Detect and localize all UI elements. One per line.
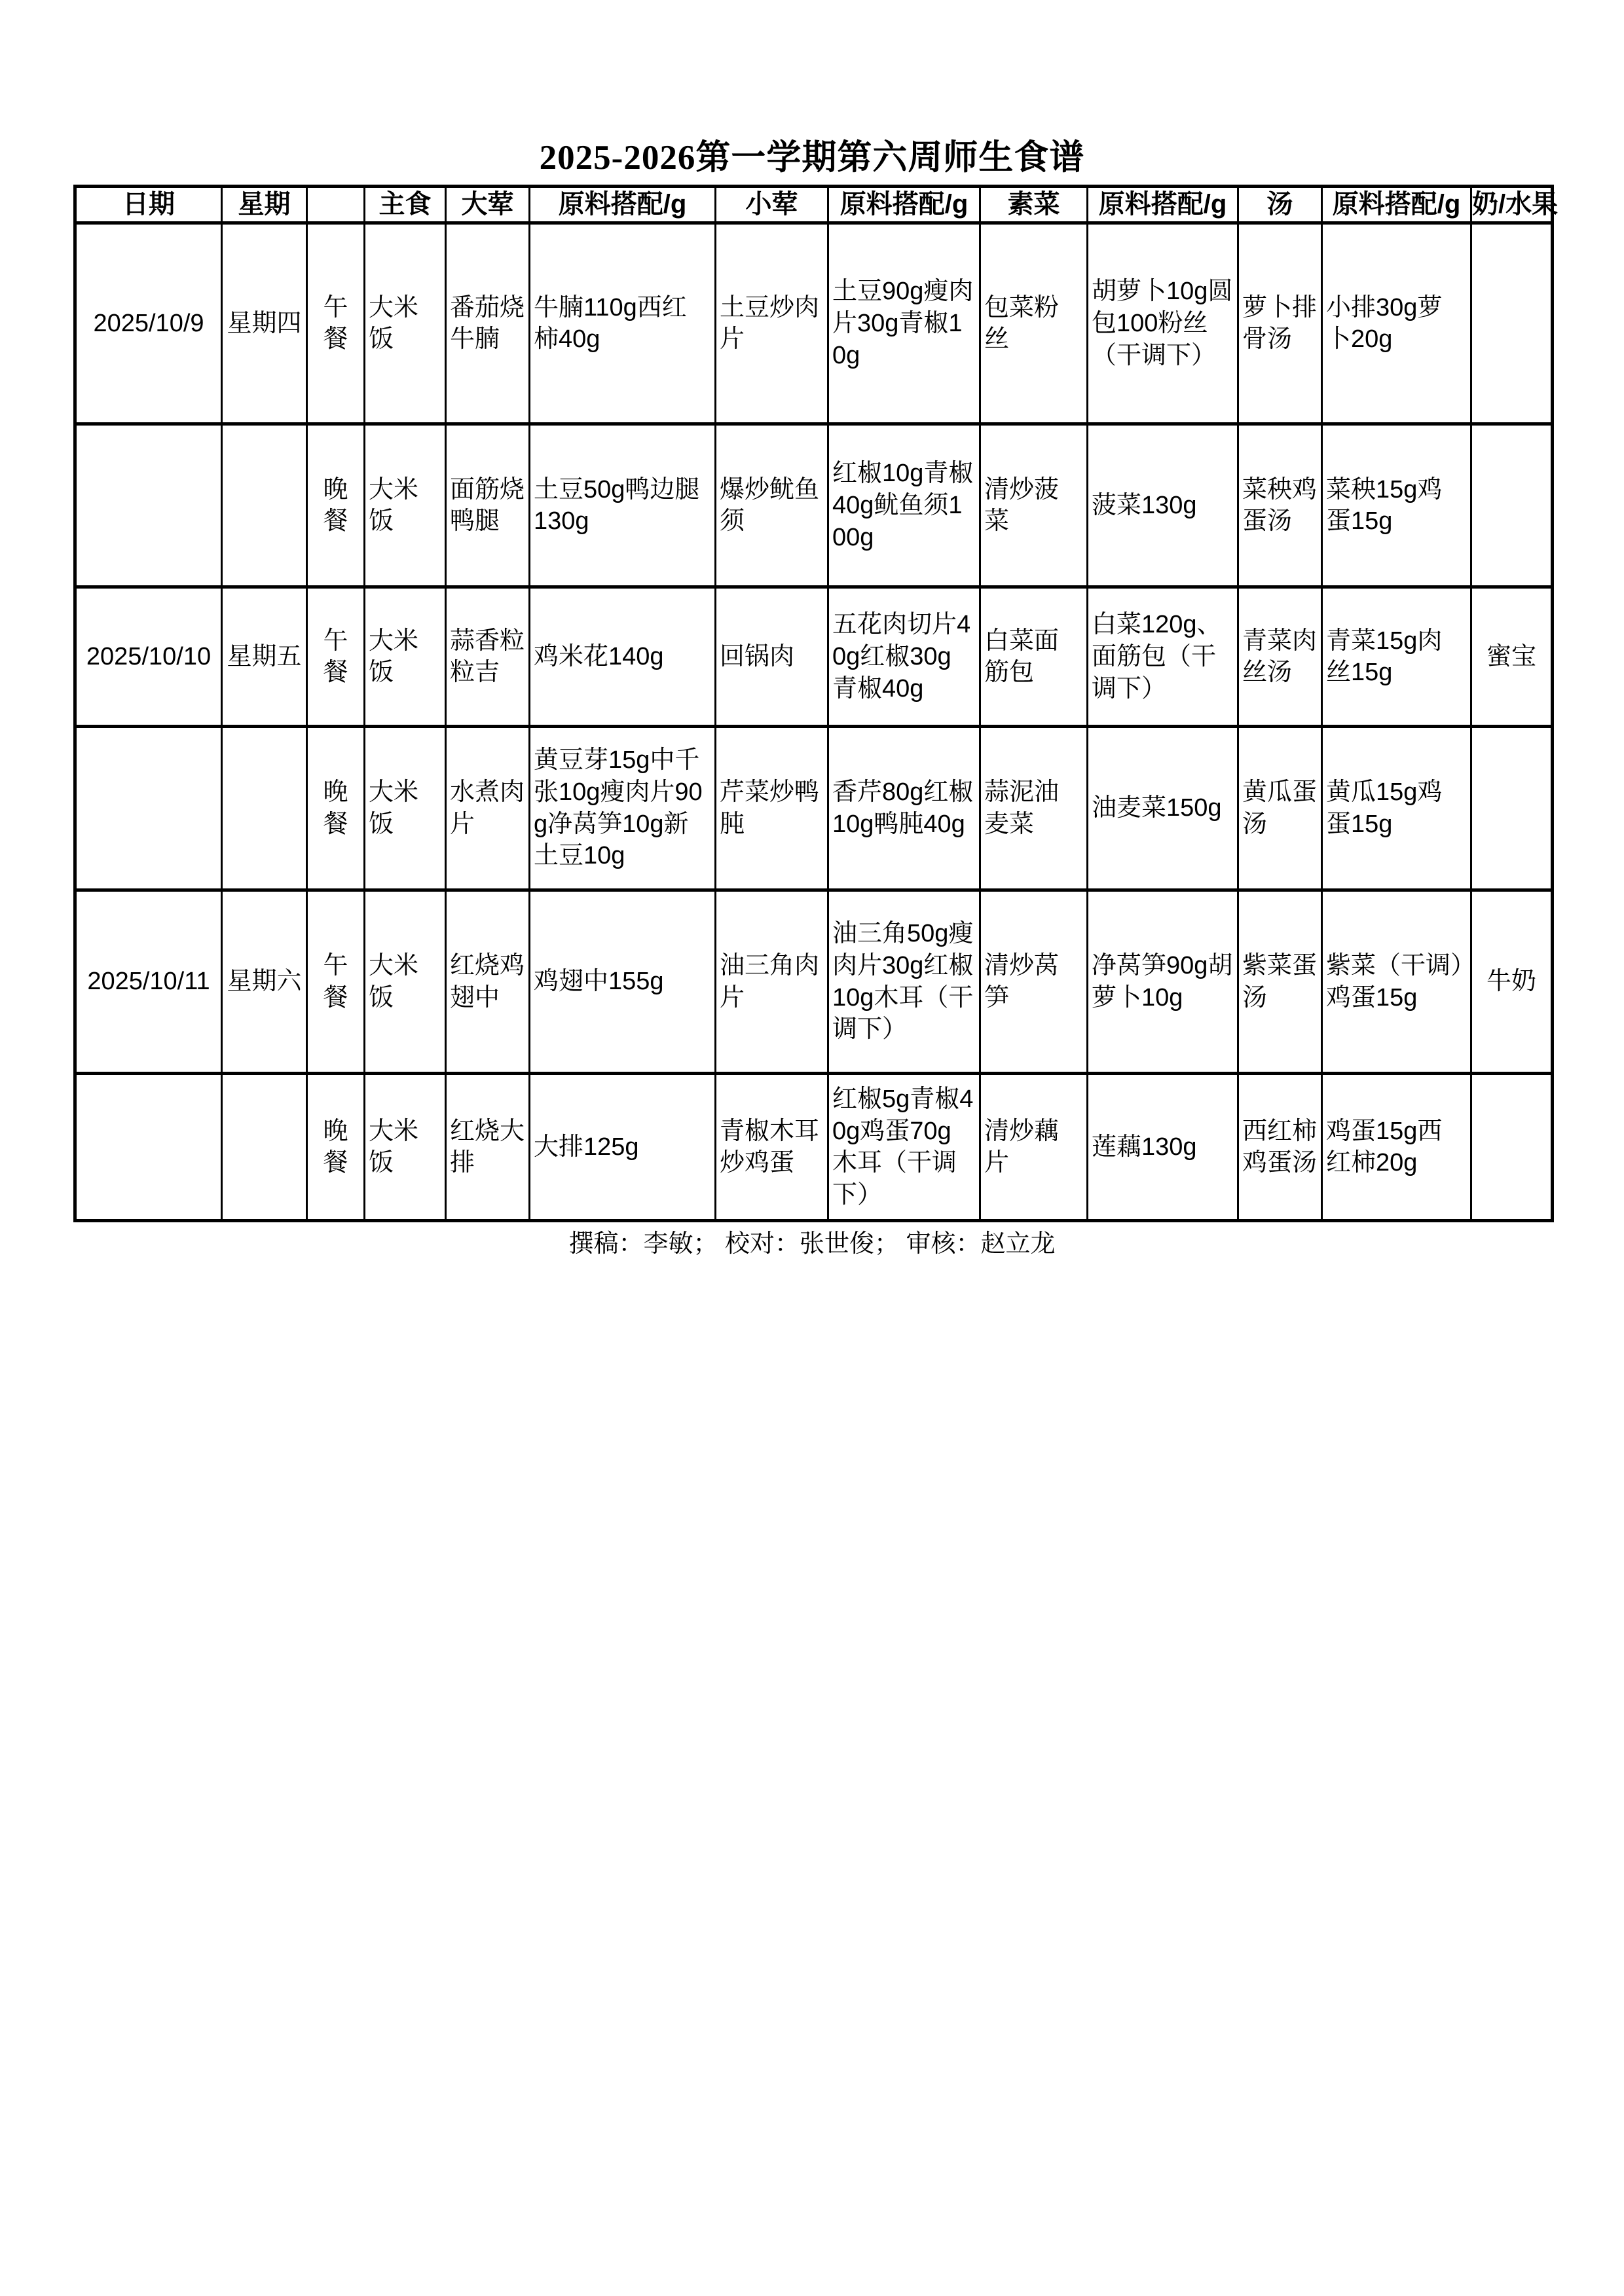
cell: 星期五 — [222, 587, 307, 727]
cell: 菜秧鸡蛋汤 — [1238, 424, 1322, 587]
cell: 回锅肉 — [716, 587, 828, 727]
cell: 水煮肉片 — [446, 727, 530, 890]
cell — [1471, 223, 1553, 424]
cell: 西红柿鸡蛋汤 — [1238, 1074, 1322, 1221]
cell — [222, 1074, 307, 1221]
table-row — [75, 1074, 1553, 1221]
cell: 晚餐 — [307, 727, 365, 890]
cell: 牛奶 — [1471, 890, 1553, 1074]
cell: 萝卜排骨汤 — [1238, 223, 1322, 424]
cell — [222, 727, 307, 890]
cell: 爆炒鱿鱼须 — [716, 424, 828, 587]
cell: 清炒藕片 — [980, 1074, 1088, 1221]
header-row — [75, 187, 1553, 223]
cell — [75, 727, 222, 890]
cell: 清炒菠菜 — [980, 424, 1088, 587]
cell: 油三角50g瘦肉片30g红椒10g木耳（干调下） — [828, 890, 980, 1074]
table-row — [75, 424, 1553, 587]
cell: 青菜15g肉丝15g — [1322, 587, 1471, 727]
cell: 晚餐 — [307, 1074, 365, 1221]
menu-table — [73, 185, 1559, 1222]
cell: 鸡米花140g — [530, 587, 716, 727]
page-title: 2025-2026第一学期第六周师生食谱 — [539, 139, 1085, 177]
cell: 油三角肉片 — [716, 890, 828, 1074]
header-cell: 日期 — [75, 187, 222, 223]
cell: 芹菜炒鸭肫 — [716, 727, 828, 890]
header-cell — [307, 187, 365, 223]
cell: 包菜粉丝 — [980, 223, 1088, 424]
cell: 菜秧15g鸡蛋15g — [1322, 424, 1471, 587]
cell: 午餐 — [307, 890, 365, 1074]
cell: 大米饭 — [365, 587, 446, 727]
cell — [1471, 727, 1553, 890]
cell — [75, 424, 222, 587]
cell: 午餐 — [307, 223, 365, 424]
cell: 2025/10/9 — [75, 223, 222, 424]
cell — [75, 1074, 222, 1221]
cell — [222, 424, 307, 587]
cell: 红椒10g青椒40g鱿鱼须100g — [828, 424, 980, 587]
cell: 红烧大排 — [446, 1074, 530, 1221]
cell: 牛腩110g西红柿40g — [530, 223, 716, 424]
cell — [1471, 1074, 1553, 1221]
cell: 菠菜130g — [1088, 424, 1238, 587]
cell: 鸡翅中155g — [530, 890, 716, 1074]
cell: 蒜香粒粒吉 — [446, 587, 530, 727]
cell: 净莴笋90g胡萝卜10g — [1088, 890, 1238, 1074]
cell: 青椒木耳炒鸡蛋 — [716, 1074, 828, 1221]
cell: 莲藕130g — [1088, 1074, 1238, 1221]
header-cell: 星期 — [222, 187, 307, 223]
cell: 晚餐 — [307, 424, 365, 587]
cell: 星期六 — [222, 890, 307, 1074]
header-cell: 奶/水果 — [1471, 187, 1553, 223]
cell: 大米饭 — [365, 727, 446, 890]
cell: 大排125g — [530, 1074, 716, 1221]
cell: 大米饭 — [365, 1074, 446, 1221]
cell: 五花肉切片40g红椒30g青椒40g — [828, 587, 980, 727]
cell: 午餐 — [307, 587, 365, 727]
table-row — [75, 727, 1553, 890]
cell: 白菜120g、面筋包（干调下） — [1088, 587, 1238, 727]
cell: 土豆50g鸭边腿130g — [530, 424, 716, 587]
header-cell: 原料搭配/g — [1088, 187, 1238, 223]
header-cell: 原料搭配/g — [1322, 187, 1471, 223]
menu-table-body — [75, 223, 1553, 1221]
cell: 紫菜蛋汤 — [1238, 890, 1322, 1074]
header-cell: 大荤 — [446, 187, 530, 223]
header-cell: 原料搭配/g — [530, 187, 716, 223]
cell: 香芹80g红椒10g鸭肫40g — [828, 727, 980, 890]
cell: 大米饭 — [365, 223, 446, 424]
cell: 胡萝卜10g圆包100粉丝（干调下） — [1088, 223, 1238, 424]
cell: 番茄烧牛腩 — [446, 223, 530, 424]
table-row — [75, 223, 1553, 424]
header-cell: 原料搭配/g — [828, 187, 980, 223]
cell: 土豆炒肉片 — [716, 223, 828, 424]
cell: 大米饭 — [365, 424, 446, 587]
cell: 油麦菜150g — [1088, 727, 1238, 890]
cell: 小排30g萝卜20g — [1322, 223, 1471, 424]
cell: 蒜泥油麦菜 — [980, 727, 1088, 890]
cell: 2025/10/11 — [75, 890, 222, 1074]
cell: 青菜肉丝汤 — [1238, 587, 1322, 727]
cell: 黄瓜蛋汤 — [1238, 727, 1322, 890]
cell: 红椒5g青椒40g鸡蛋70g木耳（干调下） — [828, 1074, 980, 1221]
header-cell: 汤 — [1238, 187, 1322, 223]
cell: 紫菜（干调）鸡蛋15g — [1322, 890, 1471, 1074]
header-cell: 小荤 — [716, 187, 828, 223]
page-footer: 撰稿：李敏； 校对：张世俊； 审核：赵立龙 — [568, 1230, 1056, 1258]
cell: 红烧鸡翅中 — [446, 890, 530, 1074]
cell: 清炒莴笋 — [980, 890, 1088, 1074]
cell: 鸡蛋15g西红柿20g — [1322, 1074, 1471, 1221]
table-row — [75, 890, 1553, 1074]
header-cell: 素菜 — [980, 187, 1088, 223]
cell: 大米饭 — [365, 890, 446, 1074]
cell: 星期四 — [222, 223, 307, 424]
cell: 白菜面筋包 — [980, 587, 1088, 727]
cell: 黄豆芽15g中千张10g瘦肉片90g净莴笋10g新土豆10g — [530, 727, 716, 890]
table-row — [75, 587, 1553, 727]
cell: 面筋烧鸭腿 — [446, 424, 530, 587]
header-cell: 主食 — [365, 187, 446, 223]
cell: 土豆90g瘦肉片30g青椒10g — [828, 223, 980, 424]
cell: 蜜宝 — [1471, 587, 1553, 727]
cell: 黄瓜15g鸡蛋15g — [1322, 727, 1471, 890]
cell — [1471, 424, 1553, 587]
cell: 2025/10/10 — [75, 587, 222, 727]
